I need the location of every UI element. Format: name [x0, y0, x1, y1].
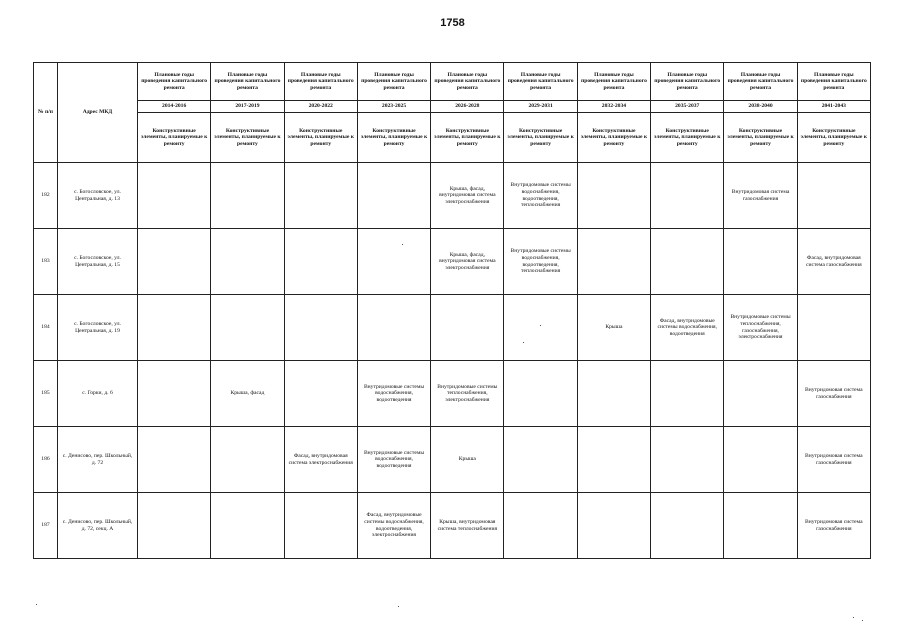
- repair-elements-cell: [797, 295, 870, 361]
- repair-elements-cell: [211, 163, 284, 229]
- period-header: 2017-2019: [211, 101, 284, 113]
- repair-elements-cell: [284, 229, 357, 295]
- repair-elements-cell: [651, 427, 724, 493]
- repair-elements-cell: Внутридомовые системы теплоснабжения, газоснабжения, электроснабжения: [724, 295, 797, 361]
- scan-speck: [398, 606, 399, 607]
- repair-elements-cell: [211, 229, 284, 295]
- period-header: 2029-2031: [504, 101, 577, 113]
- repair-elements-cell: [138, 427, 211, 493]
- period-header: 2026-2028: [431, 101, 504, 113]
- repair-elements-cell: [138, 361, 211, 427]
- repair-elements-cell: [504, 427, 577, 493]
- repair-elements-cell: [797, 163, 870, 229]
- scan-speck: [540, 325, 541, 326]
- elements-header: Конструктивные элементы, планируемые к ремонту: [211, 113, 284, 163]
- repair-elements-cell: Внутридомовые системы теплоснабжения, электроснабжения: [431, 361, 504, 427]
- elements-header: Конструктивные элементы, планируемые к ремонту: [284, 113, 357, 163]
- repair-elements-cell: [357, 163, 430, 229]
- repair-elements-cell: [504, 361, 577, 427]
- repair-elements-cell: Внутридомовые системы водоснабжения, водоотведения: [357, 427, 430, 493]
- repair-elements-cell: [138, 229, 211, 295]
- planned-years-header: Плановые годы проведения капитального ремонта: [284, 63, 357, 101]
- repair-elements-cell: [577, 163, 650, 229]
- planned-years-header: Плановые годы проведения капитального ремонта: [504, 63, 577, 101]
- repair-elements-cell: [138, 163, 211, 229]
- table-row: [34, 163, 871, 229]
- repair-elements-cell: [211, 427, 284, 493]
- column-header-number: № п/п: [34, 63, 58, 163]
- elements-header: Конструктивные элементы, планируемые к ремонту: [357, 113, 430, 163]
- table-row: [34, 493, 871, 559]
- planned-years-header: Плановые годы проведения капитального ремонта: [357, 63, 430, 101]
- row-number: 187: [34, 493, 58, 559]
- repair-elements-cell: [651, 163, 724, 229]
- repair-elements-cell: Крыша, фасад: [211, 361, 284, 427]
- repair-elements-cell: [211, 493, 284, 559]
- repair-elements-cell: Фасад, внутридомовая система газоснабжения: [797, 229, 870, 295]
- repair-elements-cell: Крыша, фасад, внутридомовая система электроснабжения: [431, 163, 504, 229]
- elements-header: Конструктивные элементы, планируемые к ремонту: [651, 113, 724, 163]
- repair-elements-cell: [431, 295, 504, 361]
- elements-header: Конструктивные элементы, планируемые к ремонту: [138, 113, 211, 163]
- period-header: 2023-2025: [357, 101, 430, 113]
- repair-elements-cell: [357, 295, 430, 361]
- table-row: [34, 361, 871, 427]
- repair-elements-cell: [651, 493, 724, 559]
- row-number: 186: [34, 427, 58, 493]
- period-header: 2032-2034: [577, 101, 650, 113]
- repair-elements-cell: [577, 229, 650, 295]
- planned-years-header: Плановые годы проведения капитального ремонта: [577, 63, 650, 101]
- repair-elements-cell: Фасад, внутридомовые системы водоснабжения, водоотведения: [651, 295, 724, 361]
- repair-elements-cell: [577, 493, 650, 559]
- row-number: 182: [34, 163, 58, 229]
- row-address: с. Богословское, ул. Центральная, д. 19: [58, 295, 138, 361]
- repair-elements-cell: [651, 361, 724, 427]
- elements-header: Конструктивные элементы, планируемые к ремонту: [797, 113, 870, 163]
- planned-years-header: Плановые годы проведения капитального ремонта: [211, 63, 284, 101]
- repair-elements-cell: [211, 295, 284, 361]
- repair-elements-cell: Внутридомовая система газоснабжения: [724, 163, 797, 229]
- repair-elements-cell: [284, 295, 357, 361]
- row-address: с. Денисово, пер. Школьный, д. 72: [58, 427, 138, 493]
- repair-elements-cell: [284, 361, 357, 427]
- repair-elements-cell: [138, 295, 211, 361]
- row-address: с. Денисово, пер. Школьный, д. 72, секц. А: [58, 493, 138, 559]
- period-header: 2035-2037: [651, 101, 724, 113]
- repair-elements-cell: Внутридомовые системы водоснабжения, водоотведения, теплоснабжения: [504, 229, 577, 295]
- period-header: 2038-2040: [724, 101, 797, 113]
- header-row-planned: [34, 63, 871, 101]
- scan-speck: [523, 342, 524, 343]
- table-row: [34, 427, 871, 493]
- repair-elements-cell: Крыша, фасад, внутридомовая система электроснабжения: [431, 229, 504, 295]
- repair-elements-cell: [724, 427, 797, 493]
- repair-elements-cell: [724, 361, 797, 427]
- scan-speck: [853, 617, 854, 618]
- repair-elements-cell: Внутридомовые системы водоснабжения, водоотведения, теплоснабжения: [504, 163, 577, 229]
- period-header: 2014-2016: [138, 101, 211, 113]
- elements-header: Конструктивные элементы, планируемые к ремонту: [431, 113, 504, 163]
- row-address: с. Горки, д. 6: [58, 361, 138, 427]
- row-number: 185: [34, 361, 58, 427]
- row-number: 184: [34, 295, 58, 361]
- row-address: с. Богословское, ул. Центральная, д. 13: [58, 163, 138, 229]
- header-row-periods: [34, 101, 871, 113]
- repair-elements-cell: [724, 229, 797, 295]
- repair-elements-cell: [357, 229, 430, 295]
- elements-header: Конструктивные элементы, планируемые к ремонту: [504, 113, 577, 163]
- planned-years-header: Плановые годы проведения капитального ремонта: [431, 63, 504, 101]
- elements-header: Конструктивные элементы, планируемые к ремонту: [724, 113, 797, 163]
- table-row: [34, 295, 871, 361]
- period-header: 2041-2043: [797, 101, 870, 113]
- scan-speck: [862, 620, 863, 621]
- repair-elements-cell: [577, 427, 650, 493]
- repair-elements-cell: Фасад, внутридомовые системы водоснабжения, водоотведения, электроснабжения: [357, 493, 430, 559]
- repair-elements-cell: [651, 229, 724, 295]
- planned-years-header: Плановые годы проведения капитального ремонта: [724, 63, 797, 101]
- repair-elements-cell: [724, 493, 797, 559]
- elements-header: Конструктивные элементы, планируемые к ремонту: [577, 113, 650, 163]
- repair-elements-cell: [284, 163, 357, 229]
- planned-years-header: Плановые годы проведения капитального ремонта: [651, 63, 724, 101]
- row-address: с. Богословское, ул. Центральная, д. 15: [58, 229, 138, 295]
- repair-elements-cell: Внутридомовая система газоснабжения: [797, 427, 870, 493]
- header-row-elements: [34, 113, 871, 163]
- scan-speck: [402, 244, 403, 245]
- repair-elements-cell: Внутридомовая система газоснабжения: [797, 361, 870, 427]
- page-number: 1758: [440, 17, 465, 29]
- repair-elements-cell: Крыша: [577, 295, 650, 361]
- repair-elements-cell: [284, 493, 357, 559]
- repair-elements-cell: Крыша, внутридомовая система теплоснабжения: [431, 493, 504, 559]
- column-header-address: Адрес МКД: [58, 63, 138, 163]
- scan-speck: [36, 604, 37, 605]
- planned-years-header: Плановые годы проведения капитального ремонта: [797, 63, 870, 101]
- capital-repair-plan-table: [33, 62, 871, 559]
- table-row: [34, 229, 871, 295]
- repair-elements-cell: [138, 493, 211, 559]
- planned-years-header: Плановые годы проведения капитального ремонта: [138, 63, 211, 101]
- repair-elements-cell: Фасад, внутридомовая система электроснабжения: [284, 427, 357, 493]
- repair-elements-cell: [504, 493, 577, 559]
- repair-elements-cell: Внутридомовая система газоснабжения: [797, 493, 870, 559]
- repair-elements-cell: Крыша: [431, 427, 504, 493]
- period-header: 2020-2022: [284, 101, 357, 113]
- repair-elements-cell: [504, 295, 577, 361]
- repair-elements-cell: Внутридомовые системы водоснабжения, водоотведения: [357, 361, 430, 427]
- row-number: 183: [34, 229, 58, 295]
- repair-elements-cell: [577, 361, 650, 427]
